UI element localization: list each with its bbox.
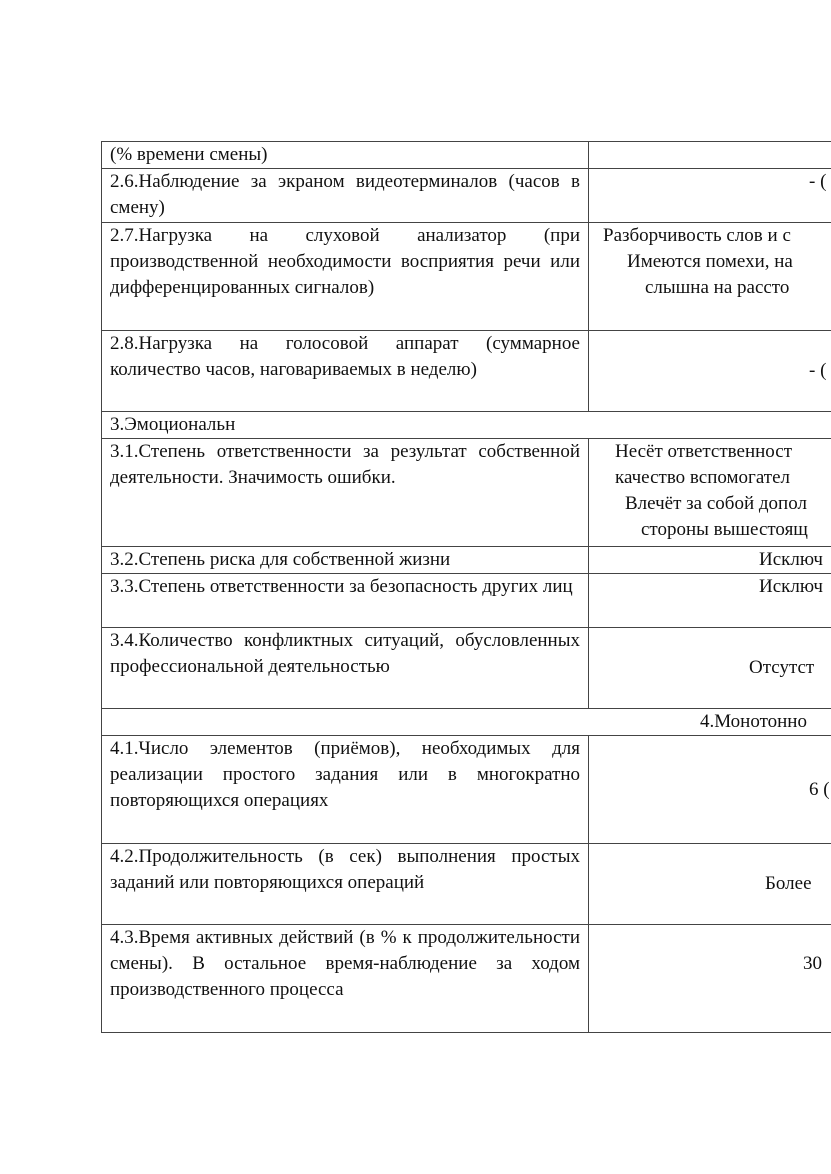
table-row: [102, 142, 831, 169]
criterion-cell: 4.2.Продолжительность (в сек) выполнения простых заданий или повторяющихся операций: [102, 844, 589, 925]
value-cell: - (: [589, 331, 831, 412]
table-row: [102, 844, 831, 925]
section-header-row: [102, 412, 831, 439]
value-cell: [589, 223, 831, 331]
value-cell: Отсутст: [589, 628, 831, 709]
value-cell: 6 (: [589, 736, 831, 844]
value-cell: Более: [589, 844, 831, 925]
section-header-row: [102, 709, 831, 736]
value-line: Разборчивость слов и с: [603, 225, 791, 246]
criterion-cell: 2.7.Нагрузка на слуховой анализатор (при производственной необходимости восприятия речи или дифференцированных сигналов): [102, 223, 589, 331]
section-title: 3.Эмоциональн: [102, 412, 831, 439]
table-row: [102, 628, 831, 709]
criterion-cell: 3.1.Степень ответственности за результат собственной деятельности. Значимость ошибки.: [102, 439, 589, 547]
value-cell: [589, 142, 831, 169]
criterion-cell: 4.1.Число элементов (приёмов), необходимых для реализации простого задания или в многократно повторяющихся операциях: [102, 736, 589, 844]
value-cell: 30: [589, 925, 831, 1033]
value-line: Влечёт за собой допол: [625, 493, 807, 514]
criterion-cell: (% времени смены): [102, 142, 589, 169]
value-line: стороны вышестоящ: [641, 519, 808, 540]
value-line: Имеются помехи, на: [627, 251, 793, 272]
workload-assessment-table: [101, 141, 831, 1033]
value-line: качество вспомогател: [615, 467, 790, 488]
criterion-cell: 3.4.Количество конфликтных ситуаций, обусловленных профессиональной деятельностью: [102, 628, 589, 709]
value-line: слышна на рассто: [645, 277, 790, 298]
section-title: 4.Монотонно: [102, 709, 831, 736]
table-row: [102, 169, 831, 223]
table-row: [102, 331, 831, 412]
criterion-cell: 2.6.Наблюдение за экраном видеотерминалов (часов в смену): [102, 169, 589, 223]
table-row: [102, 736, 831, 844]
value-cell: Исключ: [589, 574, 831, 628]
table-row: [102, 925, 831, 1033]
value-cell: [589, 439, 831, 547]
criterion-cell: 3.3.Степень ответственности за безопасность других лиц: [102, 574, 589, 628]
criterion-cell: 3.2.Степень риска для собственной жизни: [102, 547, 589, 574]
table-row: [102, 223, 831, 331]
value-cell: - (: [589, 169, 831, 223]
table-row: [102, 547, 831, 574]
value-cell: Исключ: [589, 547, 831, 574]
table-row: [102, 574, 831, 628]
table-row: [102, 439, 831, 547]
criterion-cell: 2.8.Нагрузка на голосовой аппарат (суммарное количество часов, наговариваемых в неделю): [102, 331, 589, 412]
criterion-cell: 4.3.Время активных действий (в % к продолжительности смены). В остальное время-наблюдение за ходом производственного процесса: [102, 925, 589, 1033]
value-line: Несёт ответственност: [615, 441, 793, 462]
